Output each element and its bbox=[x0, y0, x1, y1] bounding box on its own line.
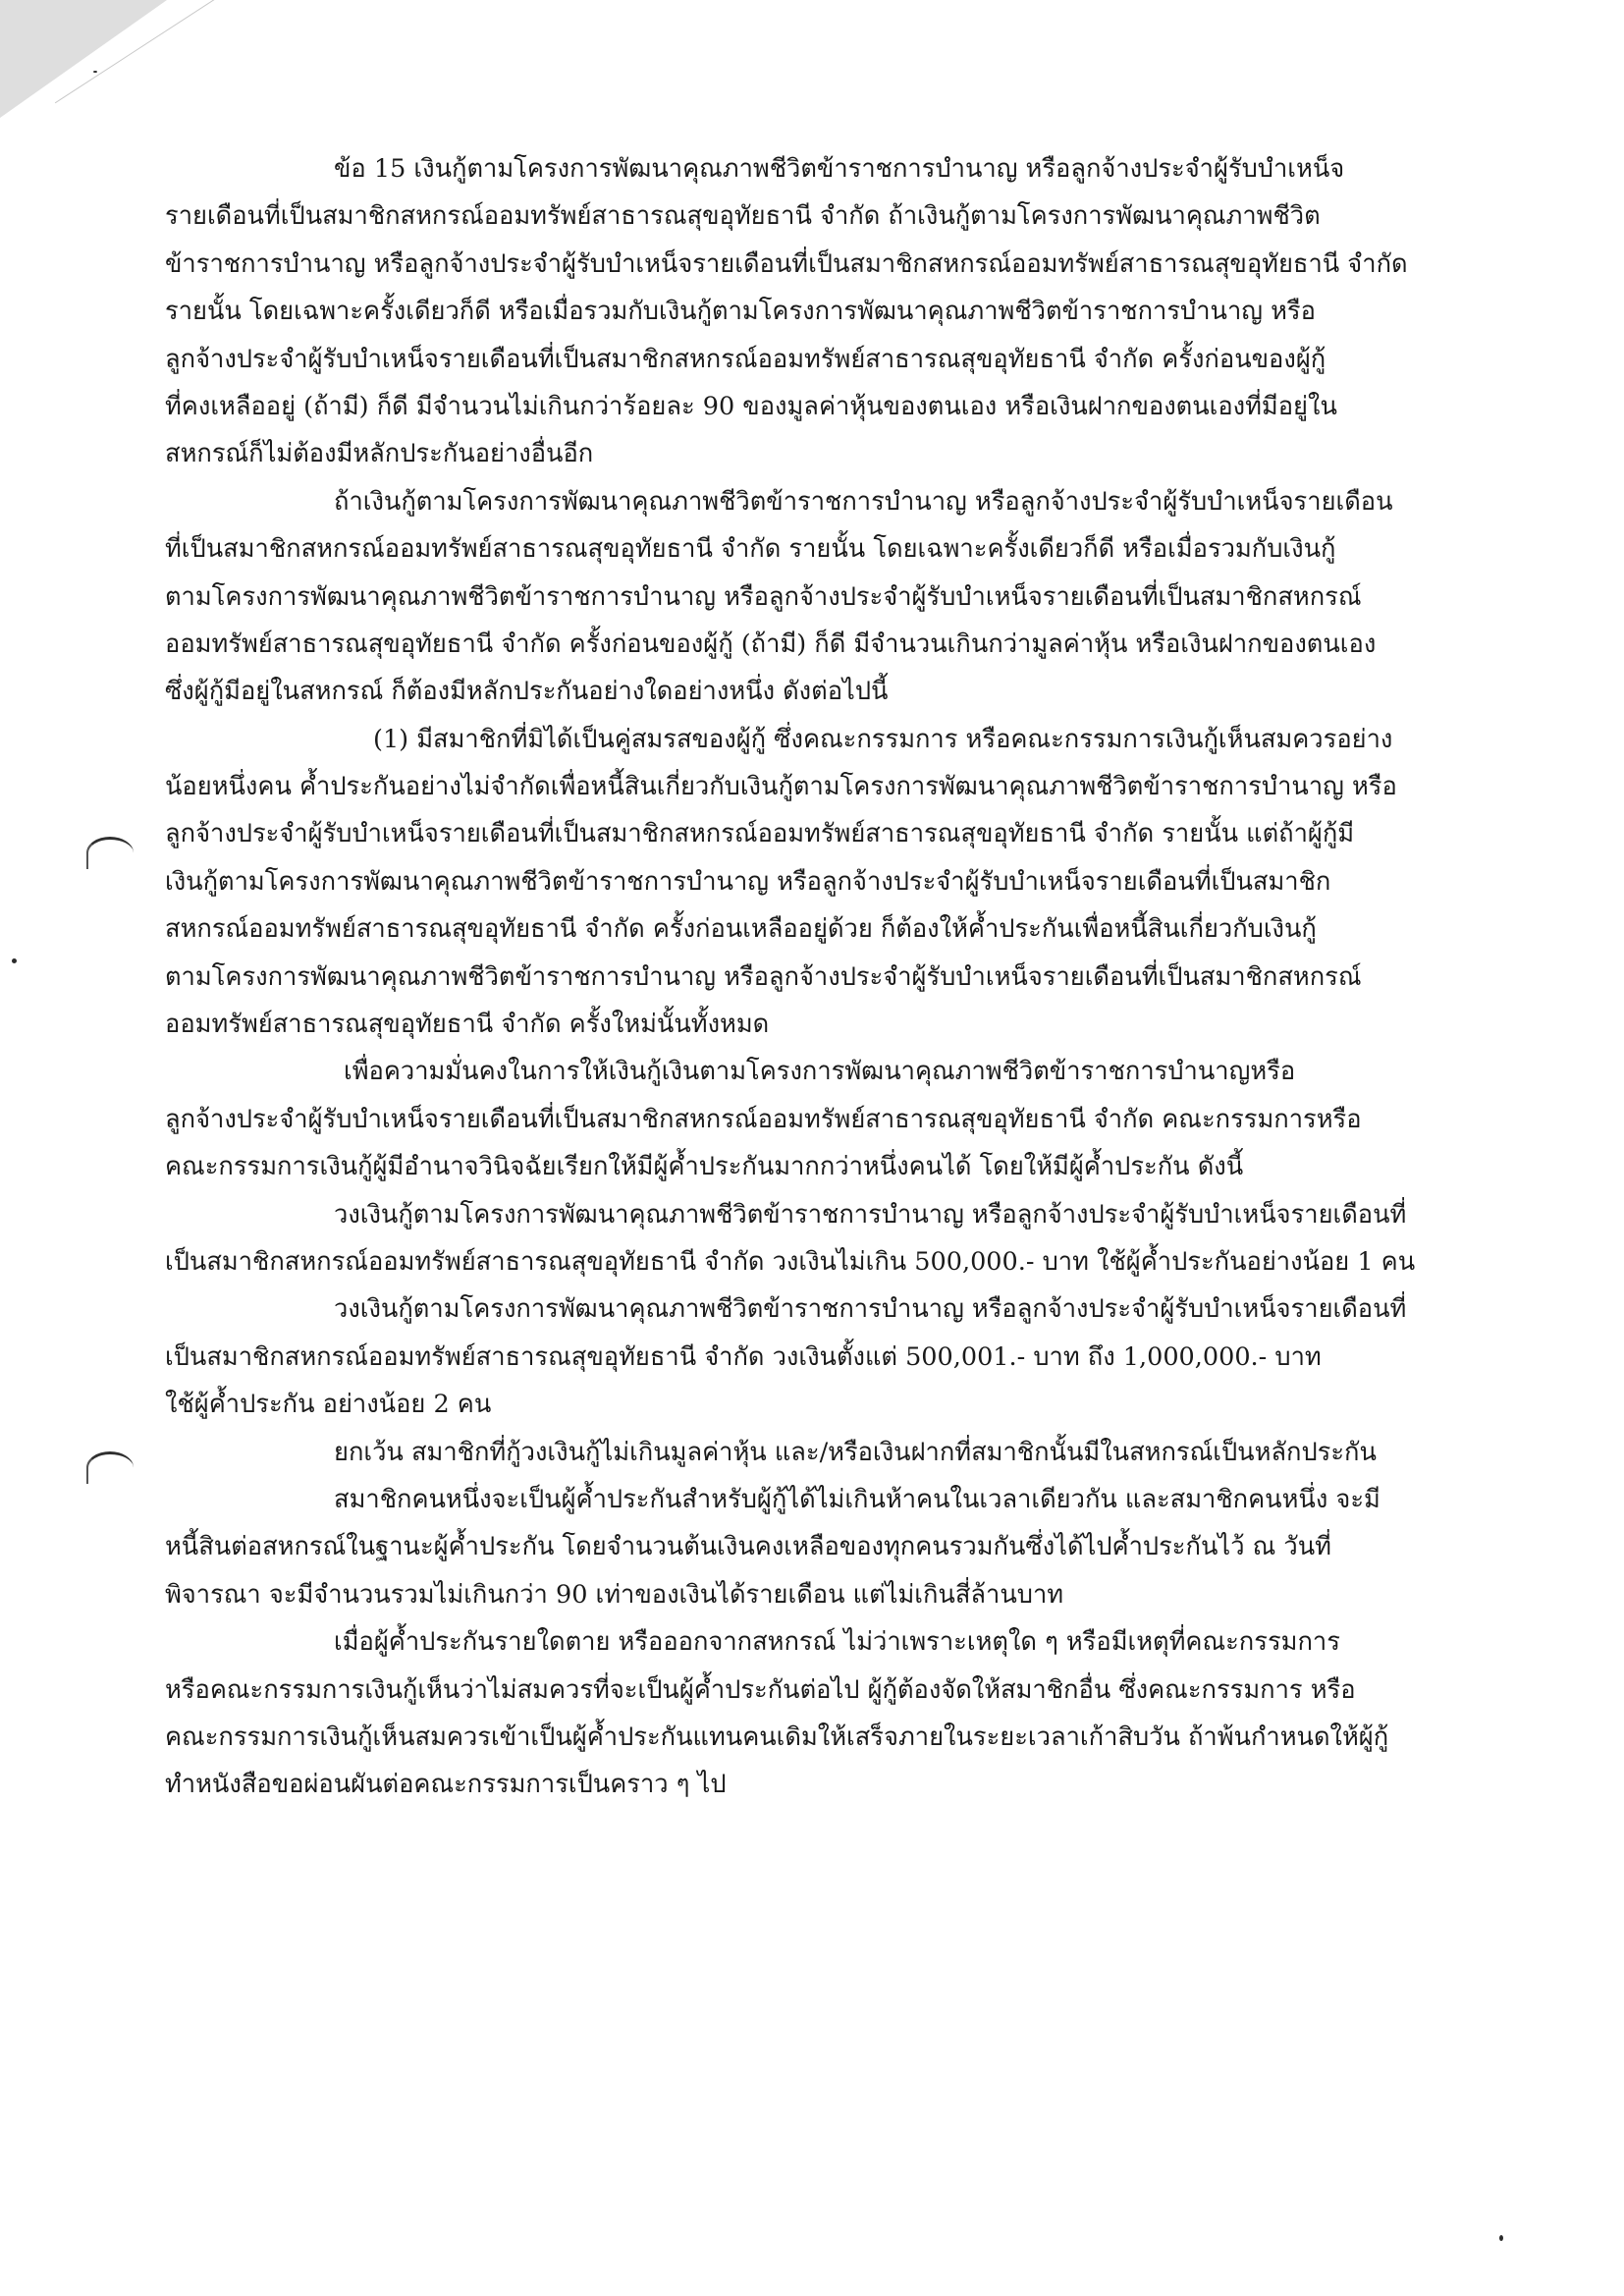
paragraph-line: ลูกจ้างประจำผู้รับบำเหน็จรายเดือนที่เป็นสมาชิกสหกรณ์ออมทรัพย์สาธารณสุขอุทัยธานี จำกัด รายนั้น แต่ถ้าผู้กู้มี bbox=[165, 819, 1355, 849]
paragraph-line: เป็นสมาชิกสหกรณ์ออมทรัพย์สาธารณสุขอุทัยธานี จำกัด วงเงินไม่เกิน 500,000.- บาท ใช้ผู้ค้ำประกันอย่างน้อย 1 คน bbox=[165, 1246, 1416, 1277]
paragraph-line: ลูกจ้างประจำผู้รับบำเหน็จรายเดือนที่เป็นสมาชิกสหกรณ์ออมทรัพย์สาธารณสุขอุทัยธานี จำกัด คณะกรรมการหรือ bbox=[165, 1104, 1362, 1134]
paragraph-line: ยกเว้น สมาชิกที่กู้วงเงินกู้ไม่เกินมูลค่าหุ้น และ/หรือเงินฝากที่สมาชิกนั้นมีในสหกรณ์เป็นหลักประกัน bbox=[334, 1437, 1377, 1467]
paragraph-line: ใช้ผู้ค้ำประกัน อย่างน้อย 2 คน bbox=[165, 1390, 492, 1420]
paragraph-line: เป็นสมาชิกสหกรณ์ออมทรัพย์สาธารณสุขอุทัยธานี จำกัด วงเงินตั้งแต่ 500,001.- บาท ถึง 1,000,000.- บาท bbox=[165, 1341, 1322, 1372]
paragraph-line: ลูกจ้างประจำผู้รับบำเหน็จรายเดือนที่เป็นสมาชิกสหกรณ์ออมทรัพย์สาธารณสุขอุทัยธานี จำกัด ครั้งก่อนของผู้กู้ bbox=[165, 344, 1326, 374]
paragraph-line: พิจารณา จะมีจำนวนรวมไม่เกินกว่า 90 เท่าของเงินได้รายเดือน แต่ไม่เกินสี่ล้านบาท bbox=[165, 1579, 1064, 1610]
punch-hole-mark bbox=[86, 837, 134, 869]
paragraph-line: ที่คงเหลืออยู่ (ถ้ามี) ก็ดี มีจำนวนไม่เกินกว่าร้อยละ 90 ของมูลค่าหุ้นของตนเอง หรือเงินฝากของตนเองที่มีอยู่ใน bbox=[165, 391, 1337, 421]
paragraph-line: ตามโครงการพัฒนาคุณภาพชีวิตข้าราชการบำนาญ หรือลูกจ้างประจำผู้รับบำเหน็จรายเดือนที่เป็นสมาชิกสหกรณ์ bbox=[165, 961, 1362, 992]
list-item-line: (1) มีสมาชิกที่มิได้เป็นคู่สมรสของผู้กู้ ซึ่งคณะกรรมการ หรือคณะกรรมการเงินกู้เห็นสมควรอย่าง bbox=[373, 724, 1393, 754]
paragraph-line: ตามโครงการพัฒนาคุณภาพชีวิตข้าราชการบำนาญ หรือลูกจ้างประจำผู้รับบำเหน็จรายเดือนที่เป็นสมาชิกสหกรณ์ bbox=[165, 581, 1362, 612]
paragraph-line: สมาชิกคนหนึ่งจะเป็นผู้ค้ำประกันสำหรับผู้กู้ได้ไม่เกินห้าคนในเวลาเดียวกัน และสมาชิกคนหนึ่ง จะมี bbox=[334, 1484, 1380, 1514]
paragraph-line: ข้าราชการบำนาญ หรือลูกจ้างประจำผู้รับบำเหน็จรายเดือนที่เป็นสมาชิกสหกรณ์ออมทรัพย์สาธารณสุขอุทัยธานี จำกัด bbox=[165, 248, 1408, 279]
paragraph-line: น้อยหนึ่งคน ค้ำประกันอย่างไม่จำกัดเพื่อหนี้สินเกี่ยวกับเงินกู้ตามโครงการพัฒนาคุณภาพชีวิตข้าราชการบำนาญ หรือ bbox=[165, 772, 1397, 802]
paragraph-line: เงินกู้ตามโครงการพัฒนาคุณภาพชีวิตข้าราชการบำนาญ หรือลูกจ้างประจำผู้รับบำเหน็จรายเดือนที่เป็นสมาชิก bbox=[165, 866, 1331, 897]
paragraph-line: ออมทรัพย์สาธารณสุขอุทัยธานี จำกัด ครั้งก่อนของผู้กู้ (ถ้ามี) ก็ดี มีจำนวนเกินกว่ามูลค่าหุ้น หรือเงินฝากของตนเอง bbox=[165, 629, 1377, 659]
paragraph-line: คณะกรรมการเงินกู้ผู้มีอำนาจวินิจฉัยเรียกให้มีผู้ค้ำประกันมากกว่าหนึ่งคนได้ โดยให้มีผู้ค้ำประกัน ดังนี้ bbox=[165, 1152, 1244, 1182]
paragraph-line: รายนั้น โดยเฉพาะครั้งเดียวก็ดี หรือเมื่อรวมกับเงินกู้ตามโครงการพัฒนาคุณภาพชีวิตข้าราชการบำนาญ หรือ bbox=[165, 297, 1316, 327]
paragraph-line: ที่เป็นสมาชิกสหกรณ์ออมทรัพย์สาธารณสุขอุทัยธานี จำกัด รายนั้น โดยเฉพาะครั้งเดียวก็ดี หรือเมื่อรวมกับเงินกู้ bbox=[165, 534, 1336, 565]
paragraph-line: หรือคณะกรรมการเงินกู้เห็นว่าไม่สมควรที่จะเป็นผู้ค้ำประกันต่อไป ผู้กู้ต้องจัดให้สมาชิกอื่น ซึ่งคณะกรรมการ หรือ bbox=[165, 1674, 1356, 1705]
scan-speck bbox=[1499, 2235, 1503, 2241]
paragraph-line: ข้อ 15 เงินกู้ตามโครงการพัฒนาคุณภาพชีวิตข้าราชการบำนาญ หรือลูกจ้างประจำผู้รับบำเหน็จ bbox=[334, 154, 1345, 184]
scan-speck bbox=[12, 958, 17, 963]
paragraph-line: ซึ่งผู้กู้มีอยู่ในสหกรณ์ ก็ต้องมีหลักประกันอย่างใดอย่างหนึ่ง ดังต่อไปนี้ bbox=[165, 677, 889, 707]
scan-corner-fold bbox=[0, 0, 167, 118]
paragraph-line: ทำหนังสือขอผ่อนผันต่อคณะกรรมการเป็นคราว ๆ ไป bbox=[165, 1770, 727, 1800]
paragraph-line: เพื่อความมั่นคงในการให้เงินกู้เงินตามโครงการพัฒนาคุณภาพชีวิตข้าราชการบำนาญหรือ bbox=[344, 1057, 1296, 1087]
punch-hole-mark bbox=[86, 1451, 134, 1484]
paragraph-line: ออมทรัพย์สาธารณสุขอุทัยธานี จำกัด ครั้งใหม่นั้นทั้งหมด bbox=[165, 1010, 770, 1040]
paragraph-line: สหกรณ์ออมทรัพย์สาธารณสุขอุทัยธานี จำกัด ครั้งก่อนเหลืออยู่ด้วย ก็ต้องให้ค้ำประกันเพื่อหนี้สินเกี่ยวกับเงินกู้ bbox=[165, 914, 1317, 945]
scan-speck bbox=[93, 71, 97, 73]
paragraph-line: สหกรณ์ก็ไม่ต้องมีหลักประกันอย่างอื่นอีก bbox=[165, 439, 594, 469]
paragraph-line: เมื่อผู้ค้ำประกันรายใดตาย หรือออกจากสหกรณ์ ไม่ว่าเพราะเหตุใด ๆ หรือมีเหตุที่คณะกรรมการ bbox=[334, 1627, 1340, 1658]
document-body bbox=[165, 145, 1500, 1809]
paragraph-line: หนี้สินต่อสหกรณ์ในฐานะผู้ค้ำประกัน โดยจำนวนต้นเงินคงเหลือของทุกคนรวมกันซึ่งได้ไปค้ำประกันไว้ ณ วันที่ bbox=[165, 1532, 1331, 1562]
paragraph-line: วงเงินกู้ตามโครงการพัฒนาคุณภาพชีวิตข้าราชการบำนาญ หรือลูกจ้างประจำผู้รับบำเหน็จรายเดือนที่ bbox=[334, 1294, 1407, 1325]
paragraph-line: วงเงินกู้ตามโครงการพัฒนาคุณภาพชีวิตข้าราชการบำนาญ หรือลูกจ้างประจำผู้รับบำเหน็จรายเดือนที่ bbox=[334, 1199, 1407, 1230]
paragraph-line: ถ้าเงินกู้ตามโครงการพัฒนาคุณภาพชีวิตข้าราชการบำนาญ หรือลูกจ้างประจำผู้รับบำเหน็จรายเดือน bbox=[334, 486, 1393, 517]
paragraph-line: คณะกรรมการเงินกู้เห็นสมควรเข้าเป็นผู้ค้ำประกันแทนคนเดิมให้เสร็จภายในระยะเวลาเก้าสิบวัน ถ้าพ้นกำหนดให้ผู้กู้ bbox=[165, 1722, 1389, 1752]
paragraph-line: รายเดือนที่เป็นสมาชิกสหกรณ์ออมทรัพย์สาธารณสุขอุทัยธานี จำกัด ถ้าเงินกู้ตามโครงการพัฒนาคุณภาพชีวิต bbox=[165, 201, 1321, 232]
